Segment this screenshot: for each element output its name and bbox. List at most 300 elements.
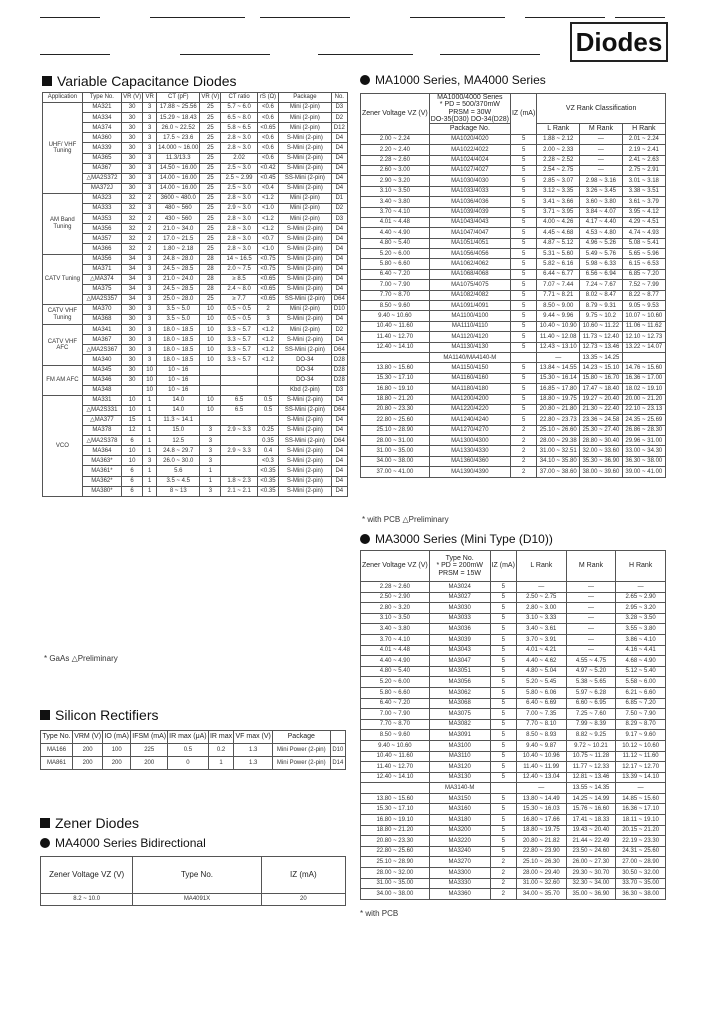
h-cell: 11.06 ~ 11.62 — [622, 321, 665, 331]
no-cell: D28 — [331, 375, 347, 385]
header-rule — [260, 17, 350, 18]
l-cell: 16.85 ~ 17.80 — [537, 384, 580, 394]
table-row — [361, 783, 666, 794]
ct-ratio-cell: 2.9 ~ 3.3 — [221, 426, 257, 436]
table-row — [361, 730, 666, 741]
application-cell: FM AM AFC — [43, 365, 83, 395]
ir-cell: 10 — [143, 375, 157, 385]
iz-cell: 5 — [490, 751, 516, 762]
col-package-no: Package No. — [429, 124, 510, 134]
vz-cell: 3.70 ~ 4.10 — [361, 207, 430, 217]
vz-cell: 4.40 ~ 4.90 — [361, 228, 430, 238]
ct-cell: 10 ~ 16 — [157, 385, 200, 395]
type-cell: MA1220/4220 — [429, 404, 510, 414]
iz-cell: 5 — [490, 719, 516, 730]
type-cell: MA357 — [82, 234, 121, 244]
h-cell: 33.00 ~ 34.30 — [622, 446, 665, 456]
ct-ratio-cell: 1.8 ~ 2.3 — [221, 476, 257, 486]
table-row — [361, 666, 666, 677]
package-cell: Mini (2-pin) — [279, 304, 331, 314]
col-l-rank: L Rank — [537, 124, 580, 134]
application-cell: CATV VHF AFC — [43, 325, 83, 365]
h-cell: 4.74 ~ 4.93 — [622, 228, 665, 238]
type-cell: MA3036 — [429, 624, 490, 635]
type-cell: MA3120 — [429, 762, 490, 773]
ct-ratio-cell: 2.0 ~ 7.5 — [221, 264, 257, 274]
m-cell: — — [580, 165, 622, 175]
m-cell: 4.53 ~ 4.80 — [580, 228, 622, 238]
type-cell: △MA2S378 — [82, 436, 121, 446]
type-cell: MA323 — [82, 193, 121, 203]
type-cell: MA3027 — [429, 592, 490, 603]
ir-cell: 0.5 — [168, 744, 208, 757]
table-row — [43, 385, 348, 395]
package-cell: S-Mini (2-pin) — [279, 284, 331, 294]
rs-cell: 0.35 — [257, 436, 278, 446]
iz-cell: 5 — [510, 332, 536, 342]
rs-cell: <0.75 — [257, 264, 278, 274]
package-cell: S-Mini (2-pin) — [279, 143, 331, 153]
ct-cell: 24.8 ~ 29.7 — [157, 446, 200, 456]
ct-cell: 18.0 ~ 18.5 — [157, 345, 200, 355]
ma3000-table — [360, 550, 666, 900]
table-row — [361, 592, 666, 603]
m-cell: 7.25 ~ 7.60 — [566, 709, 616, 720]
type-cell: MA362* — [82, 476, 121, 486]
ir-cell: 3 — [143, 456, 157, 466]
type-cell: MA346 — [82, 375, 121, 385]
vr-cell: 10 — [122, 456, 143, 466]
vr-cell: 30 — [122, 113, 143, 123]
iz-cell: 5 — [490, 793, 516, 804]
table-row — [43, 163, 348, 173]
type-cell: MA3056 — [429, 677, 490, 688]
ct-vr-cell: 1 — [200, 466, 221, 476]
vz-cell: 7.00 ~ 7.90 — [361, 709, 430, 720]
rs-cell: <0.65 — [257, 123, 278, 133]
zener-diodes-heading — [40, 815, 139, 831]
iz-cell: 5 — [490, 687, 516, 698]
col-type: Type No. — [133, 857, 261, 894]
vr-cell: 30 — [122, 133, 143, 143]
vz-cell: 4.01 ~ 4.48 — [361, 645, 430, 656]
l-cell: 12.43 ~ 13.10 — [537, 342, 580, 352]
iz-cell: 5 — [510, 186, 536, 196]
rs-cell: <1.0 — [257, 244, 278, 254]
vr-cell: 30 — [122, 153, 143, 163]
no-cell: D4 — [331, 456, 347, 466]
package-cell: S-Mini (2-pin) — [279, 446, 331, 456]
ma1000-heading — [360, 73, 546, 87]
type-cell: MA4091X — [133, 894, 261, 906]
type-cell: MA3130 — [429, 772, 490, 783]
vz-cell: 5.80 ~ 6.60 — [361, 259, 430, 269]
ct-cell: 14.0 — [157, 405, 200, 415]
package-cell: Mini (2-pin) — [279, 123, 331, 133]
vz-cell: 9.40 ~ 10.60 — [361, 740, 430, 751]
no-cell: D4 — [331, 183, 347, 193]
ct-vr-cell: 10 — [200, 325, 221, 335]
h-cell: 24.31 ~ 25.60 — [616, 846, 666, 857]
vr-cell: 30 — [122, 315, 143, 325]
rs-cell: 0.25 — [257, 426, 278, 436]
iz-cell: 5 — [510, 394, 536, 404]
table-row — [361, 228, 666, 238]
ct-cell: 11.3/13.3 — [157, 153, 200, 163]
table-row — [361, 456, 666, 466]
type-cell: MA339 — [82, 143, 121, 153]
h-cell: 9.05 ~ 9.53 — [622, 301, 665, 311]
l-cell: 3.70 ~ 3.91 — [516, 634, 566, 645]
table-row — [361, 719, 666, 730]
m-cell: 5.98 ~ 6.33 — [580, 259, 622, 269]
l-cell: 8.50 ~ 9.00 — [537, 301, 580, 311]
h-cell: 3.38 ~ 3.51 — [622, 186, 665, 196]
table-row — [43, 254, 348, 264]
ct-vr-cell: 25 — [200, 103, 221, 113]
type-cell: MA380* — [82, 486, 121, 496]
no-cell: D4 — [331, 264, 347, 274]
ct-vr-cell: 3 — [200, 486, 221, 496]
vr-cell: 30 — [122, 173, 143, 183]
h-cell: 9.17 ~ 9.60 — [616, 730, 666, 741]
rs-cell: <0.35 — [257, 476, 278, 486]
h-cell: 6.21 ~ 6.60 — [616, 687, 666, 698]
m-cell: — — [566, 634, 616, 645]
package-cell: S-Mini (2-pin) — [279, 153, 331, 163]
table-row — [361, 656, 666, 667]
package-cell: S-Mini (2-pin) — [279, 254, 331, 264]
table-row — [361, 145, 666, 155]
vr-cell: 6 — [122, 486, 143, 496]
ct-ratio-cell: 0.5 ~ 0.5 — [221, 315, 257, 325]
h-cell: 13.39 ~ 14.10 — [616, 772, 666, 783]
ct-cell: 18.0 ~ 18.5 — [157, 355, 200, 365]
type-cell: MA1390/4390 — [429, 467, 510, 477]
type-cell: △MA2S367 — [82, 345, 121, 355]
vr-cell: 34 — [122, 254, 143, 264]
m-cell: 11.73 ~ 12.40 — [580, 332, 622, 342]
m-cell: 3.60 ~ 3.80 — [580, 197, 622, 207]
no-cell: D4 — [331, 133, 347, 143]
rs-cell: 2 — [257, 304, 278, 314]
type-cell: MA331 — [82, 395, 121, 405]
ct-cell: 15.0 — [157, 426, 200, 436]
table-row — [361, 687, 666, 698]
m-cell: 8.02 ~ 8.47 — [580, 290, 622, 300]
h-cell: 2.95 ~ 3.20 — [616, 603, 666, 614]
ct-ratio-cell: 5.8 ~ 6.5 — [221, 123, 257, 133]
l-cell: 25.10 ~ 26.30 — [516, 857, 566, 868]
irv-cell: 1 — [208, 757, 234, 770]
ct-cell: 21.0 ~ 24.0 — [157, 274, 200, 284]
type-cell: MA3200 — [429, 825, 490, 836]
iz-cell: 5 — [510, 145, 536, 155]
vr-cell: 32 — [122, 193, 143, 203]
table-row — [43, 395, 348, 405]
package-cell: S-Mini (2-pin) — [279, 163, 331, 173]
vr-cell: 30 — [122, 143, 143, 153]
iz-cell: 5 — [510, 259, 536, 269]
vz-cell: 34.00 ~ 38.00 — [361, 889, 430, 900]
package-cell: Mini (2-pin) — [279, 214, 331, 224]
h-cell: 6.85 ~ 7.20 — [616, 698, 666, 709]
table-row — [361, 815, 666, 826]
col-iz: IZ (mA) — [261, 857, 345, 894]
table-row — [361, 878, 666, 889]
table-row — [361, 825, 666, 836]
m-cell: 12.73 ~ 13.46 — [580, 342, 622, 352]
l-cell: 8.50 ~ 8.93 — [516, 730, 566, 741]
iz-cell: 5 — [490, 762, 516, 773]
vz-cell: 4.80 ~ 5.40 — [361, 666, 430, 677]
table-row — [43, 405, 348, 415]
ct-ratio-cell — [221, 385, 257, 395]
l-cell: 20.80 ~ 21.82 — [516, 836, 566, 847]
ma1000-table — [360, 93, 666, 478]
vr-cell: 30 — [122, 103, 143, 113]
ir-cell: 1 — [143, 405, 157, 415]
type-cell: MA3051 — [429, 666, 490, 677]
iz-cell: 5 — [490, 740, 516, 751]
ct-cell: 17.5 ~ 23.6 — [157, 133, 200, 143]
type-cell: MA1082/4082 — [429, 290, 510, 300]
h-cell: 11.12 ~ 11.60 — [616, 751, 666, 762]
ct-vr-cell: 25 — [200, 214, 221, 224]
ct-ratio-cell: 2.1 ~ 2.1 — [221, 486, 257, 496]
table-row — [43, 304, 348, 314]
table-row — [361, 363, 666, 373]
table-row — [43, 335, 348, 345]
ma3000-note: * with PCB — [360, 909, 399, 918]
vr-cell: 12 — [122, 426, 143, 436]
type-cell: MA1100/4100 — [429, 311, 510, 321]
h-cell: 22.19 ~ 23.30 — [616, 836, 666, 847]
m-cell: 10.75 ~ 11.28 — [566, 751, 616, 762]
table-row — [43, 133, 348, 143]
vz-cell: 2.60 ~ 3.00 — [361, 165, 430, 175]
type-cell: MA1130/4130 — [429, 342, 510, 352]
h-cell: 26.86 ~ 28.30 — [622, 425, 665, 435]
no-cell: D4 — [331, 143, 347, 153]
type-cell: MA3043 — [429, 645, 490, 656]
io-cell: 200 — [103, 757, 131, 770]
type-cell: MA353 — [82, 214, 121, 224]
type-cell: MA3270 — [429, 857, 490, 868]
ct-ratio-cell: ≥ 7.7 — [221, 294, 257, 304]
package-cell: SS-Mini (2-pin) — [279, 294, 331, 304]
type-cell: MA3075 — [429, 709, 490, 720]
table-row — [43, 325, 348, 335]
table-row — [361, 134, 666, 144]
vr-cell: 10 — [122, 405, 143, 415]
vr-cell: 15 — [122, 416, 143, 426]
ir-cell: 3 — [143, 264, 157, 274]
type-cell: MA367 — [82, 163, 121, 173]
ct-vr-cell: 25 — [200, 173, 221, 183]
type-cell: MA374 — [82, 123, 121, 133]
type-cell: MA361* — [82, 466, 121, 476]
h-cell: 14.76 ~ 15.60 — [622, 363, 665, 373]
ct-ratio-cell: 2.8 ~ 3.0 — [221, 133, 257, 143]
no-cell: D4 — [331, 416, 347, 426]
rs-cell: <0.7 — [257, 234, 278, 244]
h-cell: 3.28 ~ 3.50 — [616, 613, 666, 624]
iz-cell: 5 — [510, 342, 536, 352]
l-cell: 16.80 ~ 17.66 — [516, 815, 566, 826]
ir-cell: 3 — [143, 103, 157, 113]
ct-ratio-cell: 0.5 ~ 0.5 — [221, 304, 257, 314]
spec-prsm: PRSM = 30W — [448, 108, 492, 116]
h-cell: 29.96 ~ 31.00 — [622, 436, 665, 446]
ct-ratio-cell — [221, 436, 257, 446]
ct-cell: 24.5 ~ 28.5 — [157, 264, 200, 274]
table-row — [43, 315, 348, 325]
no-cell: D4 — [331, 426, 347, 436]
h-cell: 13.22 ~ 14.07 — [622, 342, 665, 352]
vz-cell: 12.40 ~ 14.10 — [361, 772, 430, 783]
table-row — [361, 404, 666, 414]
h-cell: 10.12 ~ 10.60 — [616, 740, 666, 751]
m-cell: 21.44 ~ 22.49 — [566, 836, 616, 847]
iz-cell: 5 — [490, 582, 516, 593]
h-cell: 30.50 ~ 32.00 — [616, 868, 666, 879]
h-cell: 7.52 ~ 7.99 — [622, 280, 665, 290]
ir-cell: 3 — [143, 173, 157, 183]
l-cell: 18.80 ~ 19.75 — [537, 394, 580, 404]
ct-cell: 14.000 ~ 16.00 — [157, 143, 200, 153]
l-cell: 5.82 ~ 6.16 — [537, 259, 580, 269]
ir-cell: 3 — [143, 123, 157, 133]
no-cell: D28 — [331, 365, 347, 375]
h-cell: 27.00 ~ 28.90 — [616, 857, 666, 868]
type-cell: MA3160 — [429, 804, 490, 815]
type-cell: MA341 — [82, 325, 121, 335]
variable-capacitance-table — [42, 92, 348, 497]
h-cell: 3.95 ~ 4.12 — [622, 207, 665, 217]
ct-vr-cell: 28 — [200, 274, 221, 284]
m-cell: 38.00 ~ 39.60 — [580, 467, 622, 477]
l-cell: 6.40 ~ 6.69 — [516, 698, 566, 709]
l-cell: 3.10 ~ 3.33 — [516, 613, 566, 624]
ir-cell: 3 — [143, 143, 157, 153]
type-cell: MA1020/4020 — [429, 134, 510, 144]
l-cell: 2.00 ~ 2.33 — [537, 145, 580, 155]
l-cell: 4.45 ~ 4.68 — [537, 228, 580, 238]
m-cell: 4.17 ~ 4.40 — [580, 217, 622, 227]
vf-cell: 1.3 — [234, 744, 272, 757]
vz-cell: 13.80 ~ 15.60 — [361, 793, 430, 804]
iz-cell: 5 — [490, 645, 516, 656]
col-vz: Zener Voltage VZ (V) — [361, 94, 430, 135]
h-cell: 10.07 ~ 10.60 — [622, 311, 665, 321]
package-cell: S-Mini (2-pin) — [279, 264, 331, 274]
vz-cell: 8.50 ~ 9.60 — [361, 301, 430, 311]
ct-vr-cell: 10 — [200, 395, 221, 405]
no-cell: D14 — [330, 757, 345, 770]
ifsm-cell: 225 — [131, 744, 168, 757]
table-row — [361, 155, 666, 165]
table-row — [361, 269, 666, 279]
ct-ratio-cell: 2.5 ~ 3.0 — [221, 183, 257, 193]
package-cell: Mini (2-pin) — [279, 103, 331, 113]
iz-cell: 5 — [510, 321, 536, 331]
col-ir: IR max (μA) — [168, 731, 208, 744]
type-cell: MA3047 — [429, 656, 490, 667]
ct-vr-cell — [200, 375, 221, 385]
ct-ratio-cell: 2.8 ~ 3.0 — [221, 244, 257, 254]
h-cell: 16.36 ~ 17.10 — [616, 804, 666, 815]
m-cell: 4.55 ~ 4.75 — [566, 656, 616, 667]
col-l-rank: L Rank — [516, 551, 566, 582]
table-row — [361, 394, 666, 404]
table-row — [361, 352, 666, 362]
col-ifsm: IFSM (mA) — [131, 731, 168, 744]
package-cell: SS-Mini (2-pin) — [279, 345, 331, 355]
ir-cell: 1 — [143, 466, 157, 476]
ct-cell: 14.00 ~ 16.00 — [157, 173, 200, 183]
m-cell: 25.30 ~ 27.40 — [580, 425, 622, 435]
ma3000-heading — [360, 532, 553, 546]
no-cell: D64 — [331, 405, 347, 415]
type-cell: MA3330 — [429, 878, 490, 889]
rs-cell: <1.2 — [257, 355, 278, 365]
m-cell: 6.60 ~ 6.95 — [566, 698, 616, 709]
ct-cell: 17.88 ~ 25.56 — [157, 103, 200, 113]
type-cell: MA1180/4180 — [429, 384, 510, 394]
ir-cell: 1 — [143, 446, 157, 456]
application-cell: AM Band Tuning — [43, 193, 83, 254]
type-cell: MA1022/4022 — [429, 145, 510, 155]
type-cell: MA1120/4120 — [429, 332, 510, 342]
rs-cell: <0.65 — [257, 294, 278, 304]
ct-cell: 3.5 ~ 5.0 — [157, 304, 200, 314]
ct-vr-cell: 28 — [200, 284, 221, 294]
no-cell: D4 — [331, 173, 347, 183]
table-row — [361, 165, 666, 175]
table-row — [43, 466, 348, 476]
iz-cell: 5 — [510, 165, 536, 175]
type-cell: △MA377 — [82, 416, 121, 426]
vz-cell: 6.40 ~ 7.20 — [361, 698, 430, 709]
l-cell: 2.85 ~ 3.07 — [537, 176, 580, 186]
l-cell: 3.40 ~ 3.61 — [516, 624, 566, 635]
ct-ratio-cell: 3.3 ~ 5.7 — [221, 355, 257, 365]
l-cell: 22.80 ~ 23.90 — [516, 846, 566, 857]
l-cell: 25.10 ~ 26.60 — [537, 425, 580, 435]
iz-cell: 5 — [510, 301, 536, 311]
m-cell: 4.96 ~ 5.26 — [580, 238, 622, 248]
ct-ratio-cell: 2.9 ~ 3.3 — [221, 446, 257, 456]
table-row — [361, 762, 666, 773]
table-row — [41, 744, 346, 757]
vz-cell: 2.28 ~ 2.60 — [361, 582, 430, 593]
package-cell: SS-Mini (2-pin) — [279, 173, 331, 183]
vz-cell: 22.80 ~ 25.60 — [361, 846, 430, 857]
h-cell: 3.86 ~ 4.10 — [616, 634, 666, 645]
h-cell: 6.85 ~ 7.20 — [622, 269, 665, 279]
variable-capacitance-title: Variable Capacitance Diodes — [57, 73, 237, 89]
rs-cell: <0.35 — [257, 486, 278, 496]
ct-cell: 14.00 ~ 16.00 — [157, 183, 200, 193]
m-cell: — — [566, 613, 616, 624]
vr-cell: 30 — [122, 325, 143, 335]
ir-cell: 2 — [143, 244, 157, 254]
h-cell: 7.50 ~ 7.90 — [616, 709, 666, 720]
vz-cell: 2.20 ~ 2.40 — [361, 145, 430, 155]
type-cell: MA1056/4056 — [429, 249, 510, 259]
table-row — [361, 446, 666, 456]
